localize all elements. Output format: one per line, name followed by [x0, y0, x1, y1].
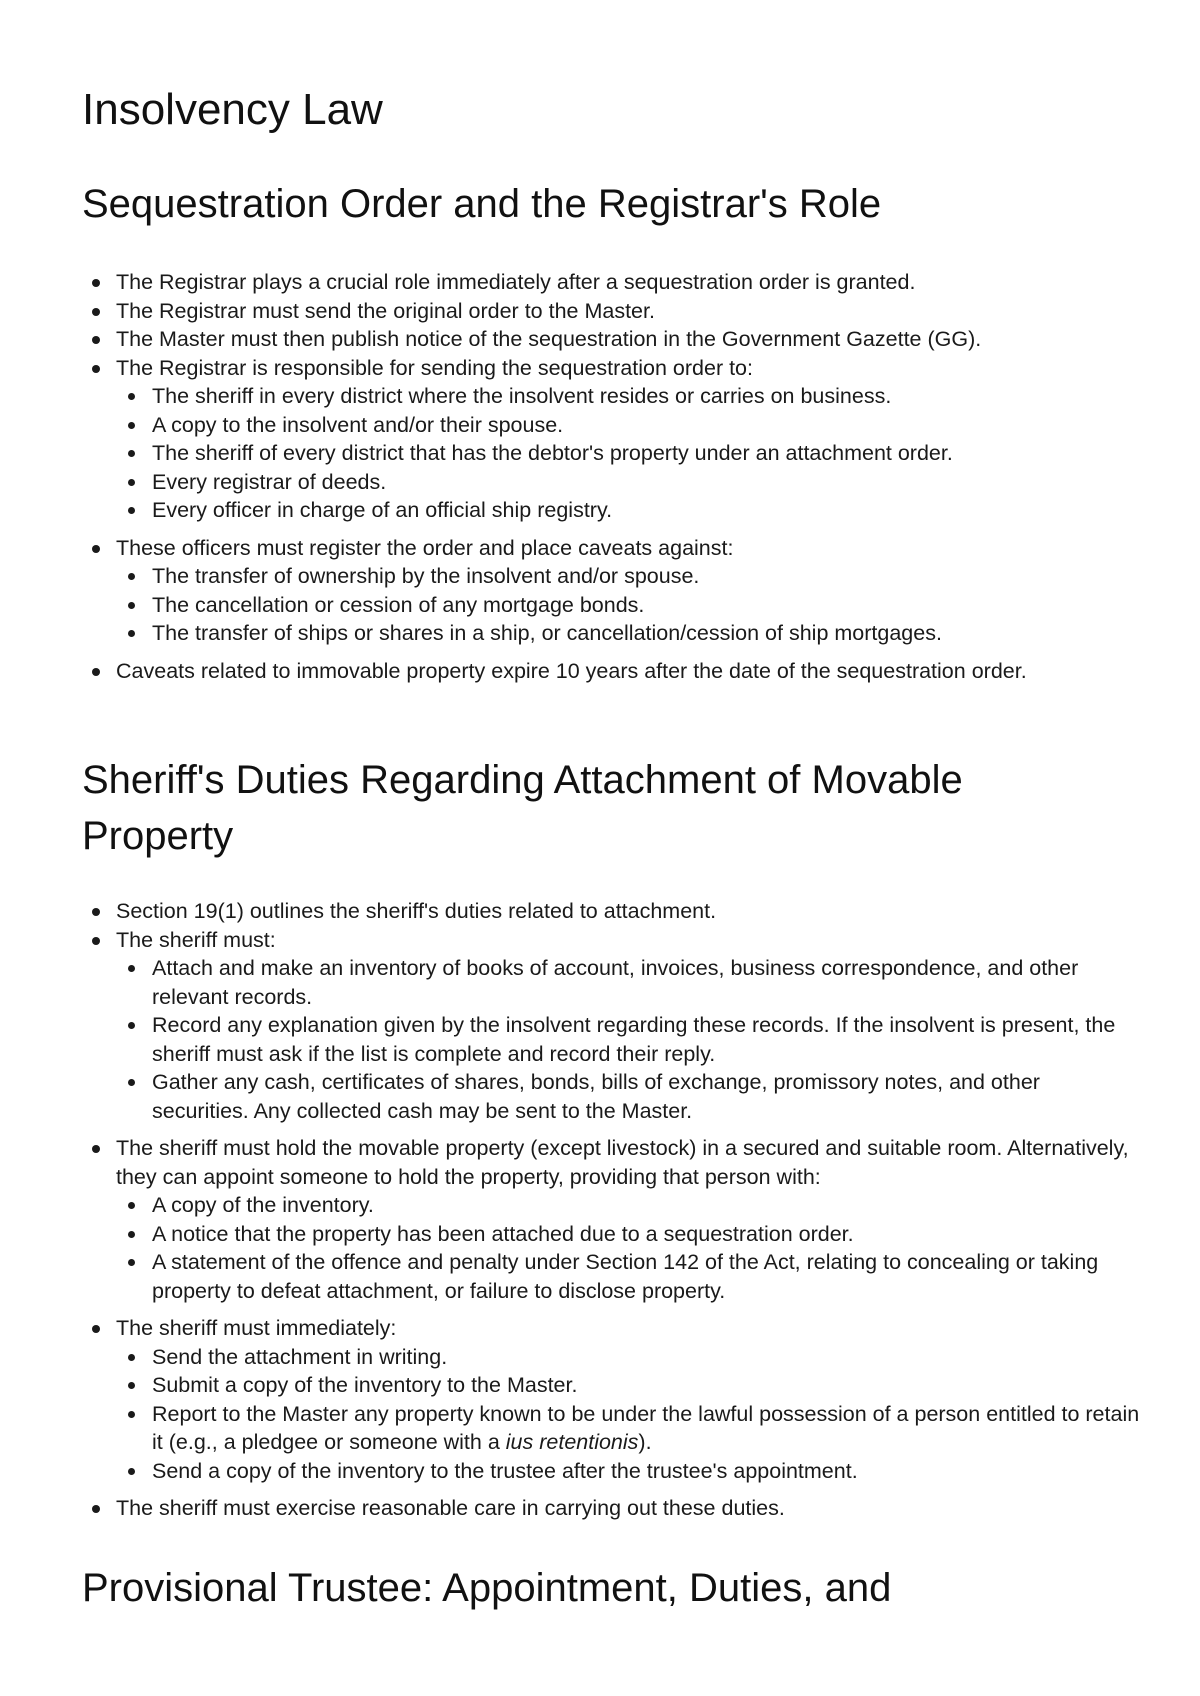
sheriff-duties-list — [82, 897, 1142, 1523]
list-item: Caveats related to immovable property expire 10 years after the date of the sequestration order. — [82, 657, 1142, 686]
list-item — [82, 1134, 1142, 1305]
sublist-item: Send a copy of the inventory to the trustee after the trustee's appointment. — [116, 1457, 1142, 1486]
list-item: The sheriff must exercise reasonable care in carrying out these duties. — [82, 1494, 1142, 1523]
sublist-sheriff-immediately — [116, 1343, 1142, 1486]
sequestration-list — [82, 268, 1142, 685]
sublist-item: The transfer of ownership by the insolvent and/or spouse. — [116, 562, 1142, 591]
list-item — [82, 926, 1142, 1126]
list-item — [82, 1314, 1142, 1485]
sublist-item: Attach and make an inventory of books of account, invoices, business correspondence, and other relevant records. — [116, 954, 1142, 1011]
report-text-end: ). — [638, 1430, 652, 1454]
document-title: Insolvency Law — [82, 85, 383, 134]
sublist-item: Every officer in charge of an official ship registry. — [116, 496, 1142, 525]
sublist-item: Submit a copy of the inventory to the Master. — [116, 1371, 1142, 1400]
list-item-text: The sheriff must immediately: — [116, 1316, 397, 1340]
sublist-item: A notice that the property has been attached due to a sequestration order. — [116, 1220, 1142, 1249]
sublist-item: A statement of the offence and penalty under Section 142 of the Act, relating to concealing or taking property to defeat attachment, or failure to disclose property. — [116, 1248, 1142, 1305]
sublist-item: The cancellation or cession of any mortgage bonds. — [116, 591, 1142, 620]
list-item: The Master must then publish notice of the sequestration in the Government Gazette (GG). — [82, 325, 1142, 354]
list-item — [82, 354, 1142, 525]
list-item-text: These officers must register the order and place caveats against: — [116, 535, 734, 560]
sublist-item: Every registrar of deeds. — [116, 468, 1142, 497]
section-heading-sequestration: Sequestration Order and the Registrar's Role — [82, 182, 882, 226]
sublist-hold-property — [116, 1191, 1142, 1305]
section-heading-provisional-trustee: Provisional Trustee: Appointment, Duties, and — [82, 1566, 892, 1610]
sublist-sheriff-must — [116, 954, 1142, 1125]
list-item-text: The Registrar is responsible for sending the sequestration order to: — [116, 355, 753, 380]
report-text: Report to the Master any property known to be under the lawful possession of a person entitled to retain it (e.g., a pledgee or someone with a — [152, 1401, 1140, 1454]
list-item — [82, 534, 1142, 648]
sublist-item: The sheriff of every district that has the debtor's property under an attachment order. — [116, 439, 1142, 468]
sublist-item — [116, 1400, 1142, 1457]
list-item: The Registrar must send the original order to the Master. — [82, 297, 1142, 326]
sublist-item: Gather any cash, certificates of shares, bonds, bills of exchange, promissory notes, and other securities. Any collected cash may be sent to the Master. — [116, 1068, 1142, 1125]
sublist-item: Record any explanation given by the insolvent regarding these records. If the insolvent is present, the sheriff must ask if the list is complete and record their reply. — [116, 1011, 1142, 1068]
sublist-item: A copy of the inventory. — [116, 1191, 1142, 1220]
ius-retentionis-term: ius retentionis — [505, 1430, 639, 1454]
sublist-item: The transfer of ships or shares in a ship, or cancellation/cession of ship mortgages. — [116, 619, 1142, 648]
section-heading-sheriff-duties: Sheriff's Duties Regarding Attachment of Movable Property — [82, 758, 963, 858]
list-item: The Registrar plays a crucial role immediately after a sequestration order is granted. — [82, 268, 1142, 297]
sublist-caveats — [116, 562, 1142, 648]
list-item-text: The sheriff must hold the movable property (except livestock) in a secured and suitable room. Alternatively, they can appoint someone to hold the property, providing that person with: — [116, 1136, 1129, 1189]
sublist-item: Send the attachment in writing. — [116, 1343, 1142, 1372]
list-item-text: The sheriff must: — [116, 927, 276, 952]
sublist-item: A copy to the insolvent and/or their spouse. — [116, 411, 1142, 440]
sublist-registrar-recipients — [116, 382, 1142, 525]
sublist-item: The sheriff in every district where the insolvent resides or carries on business. — [116, 382, 1142, 411]
list-item: Section 19(1) outlines the sheriff's duties related to attachment. — [82, 897, 1142, 926]
